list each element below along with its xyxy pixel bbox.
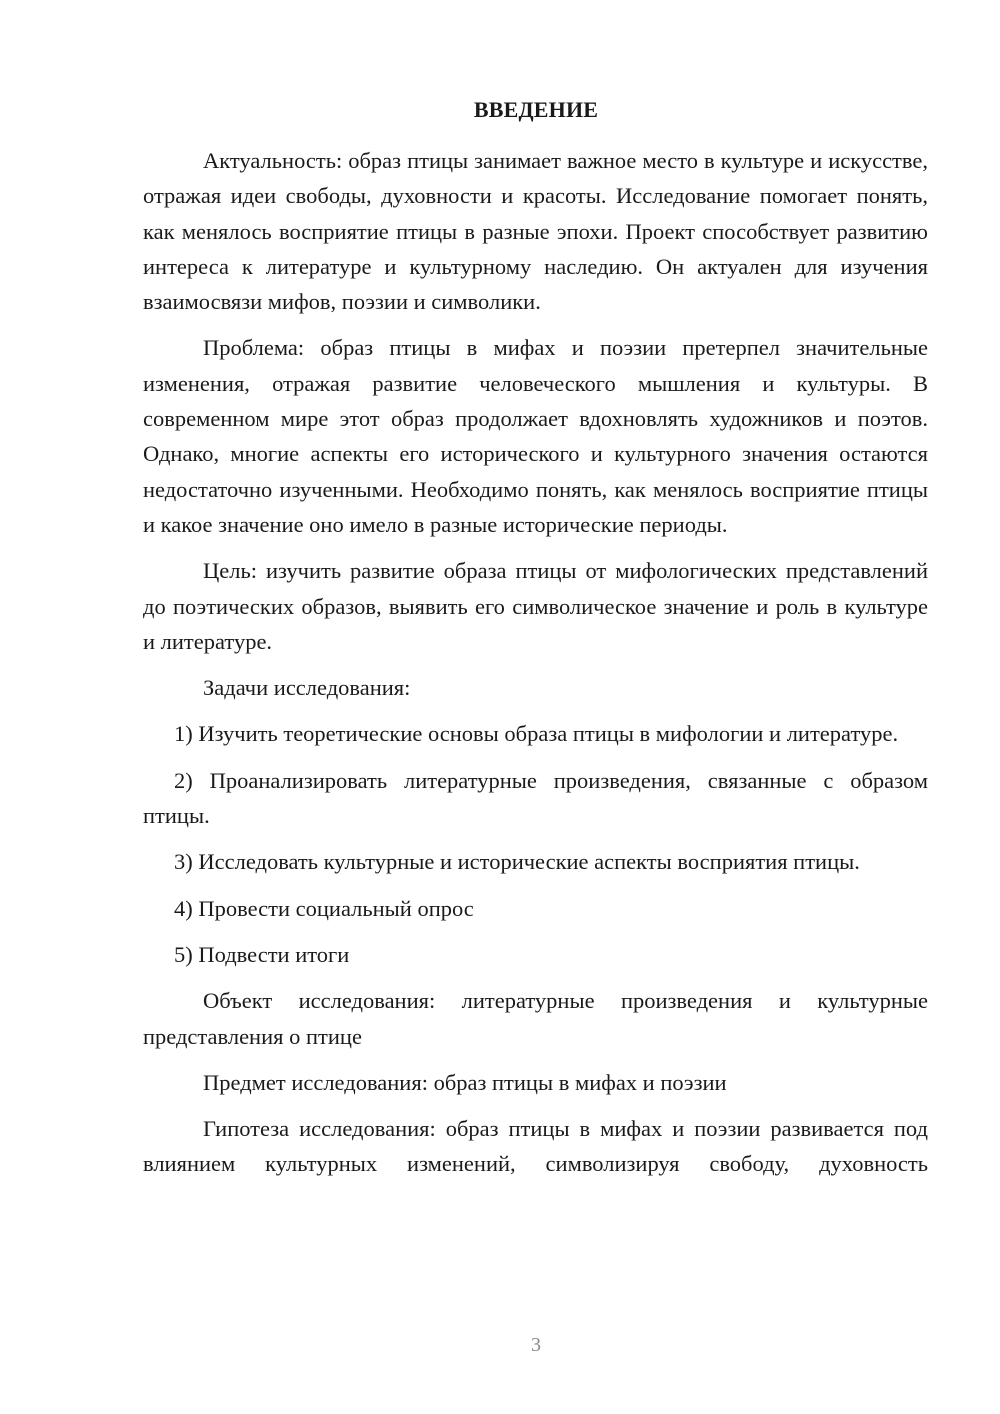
task-item-2: 2) Проанализировать литературные произведения, связанные с образом птицы.	[143, 767, 928, 829]
paragraph-relevance: Актуальность: образ птицы занимает важное место в культуре и искусстве, отражая идеи свободы, духовности и красоты. Исследование помогает понять, как менялось восприятие птицы в разные эпохи. Проект способствует развитию интереса к литературе и культурному наследию. Он актуален для изучения взаимосвязи мифов, поэзии и символики.	[143, 148, 928, 315]
task-item-5: 5) Подвести итоги	[174, 941, 350, 967]
page-number: 3	[531, 1334, 541, 1356]
body-text	[143, 143, 928, 1193]
task-item-1: 1) Изучить теоретические основы образа птицы в мифологии и литературе.	[174, 721, 899, 747]
paragraph-problem: Проблема: образ птицы в мифах и поэзии претерпел значительные изменения, отражая развитие человеческого мышления и культуры. В современном мире этот образ продолжает вдохновлять художников и поэтов. Однако, многие аспекты его исторического и культурного значения остаются недостаточно изученными. Необходимо понять, как менялось восприятие птицы и какое значение оно имело в разные исторические периоды.	[143, 335, 928, 537]
paragraph-hypothesis: Гипотеза исследования: образ птицы в мифах и поэзии развивается под влиянием культурных изменений, символизируя свободу, духовность	[143, 1116, 928, 1177]
paragraph-goal: Цель: изучить развитие образа птицы от мифологических представлений до поэтических образов, выявить его символическое значение и роль в культуре и литературе.	[143, 558, 928, 654]
paragraph-object: Объект исследования: литературные произведения и культурные представления о птице	[143, 988, 928, 1049]
task-item-3: 3) Исследовать культурные и исторические аспекты восприятия птицы.	[174, 849, 860, 875]
paragraph-subject: Предмет исследования: образ птицы в мифах и поэзии	[203, 1069, 727, 1095]
task-item-4: 4) Провести социальный опрос	[174, 895, 474, 921]
tasks-title: Задачи исследования:	[203, 675, 411, 701]
section-heading: ВВЕДЕНИЕ	[473, 97, 599, 122]
